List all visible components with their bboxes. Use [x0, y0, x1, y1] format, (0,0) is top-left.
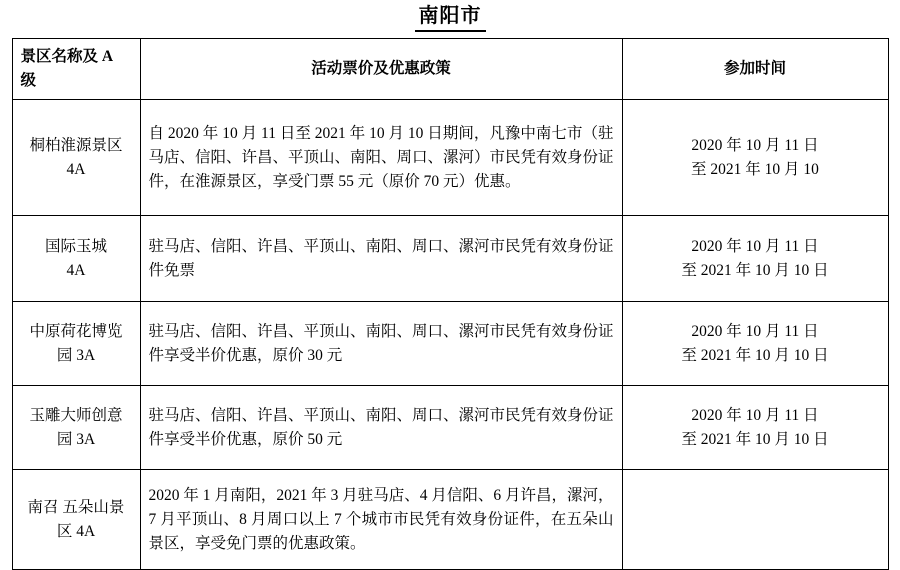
cell-policy: 2020 年 1 月南阳，2021 年 3 月驻马店、4 月信阳、6 月许昌，漯河，7 月平顶山、8 月周口以上 7 个城市市民凭有效身份证件，在五朵山景区，享受免门票的优惠政策。: [140, 470, 622, 570]
cell-scenic-name: [12, 302, 140, 386]
cell-time: [622, 100, 888, 216]
scenic-name-line2: 园 3A: [56, 346, 96, 364]
cell-scenic-name: [12, 470, 140, 570]
table-header-row: [12, 39, 888, 100]
time-line2: 至 2021 年 10 月 10 日: [681, 261, 829, 279]
scenic-name-line2: 区 4A: [56, 522, 96, 540]
page-title-text: 南阳市: [415, 3, 486, 32]
time-line1: 2020 年 10 月 11 日: [691, 136, 819, 154]
cell-scenic-name: [12, 100, 140, 216]
page-title: [0, 0, 900, 38]
scenic-name-line1: 国际玉城: [44, 237, 107, 255]
cell-scenic-name: [12, 216, 140, 302]
time-line2: 至 2021 年 10 月 10 日: [681, 430, 829, 448]
scenic-area-policy-table: [12, 38, 889, 570]
scenic-name-line2: 4A: [66, 160, 86, 178]
time-line1: 2020 年 10 月 11 日: [691, 237, 819, 255]
cell-policy: 驻马店、信阳、许昌、平顶山、南阳、周口、漯河市民凭有效身份证件享受半价优惠，原价 30 元: [140, 302, 622, 386]
scenic-name-line1: 桐柏淮源景区: [29, 136, 123, 154]
table-row: [12, 302, 888, 386]
table-row: [12, 470, 888, 570]
column-header-time: 参加时间: [622, 39, 888, 100]
cell-time: [622, 302, 888, 386]
time-line2: 至 2021 年 10 月 10: [691, 160, 819, 178]
cell-time: [622, 470, 888, 570]
table-body: [12, 100, 888, 570]
scenic-name-line2: 园 3A: [56, 430, 96, 448]
cell-time: [622, 216, 888, 302]
cell-time: [622, 386, 888, 470]
scenic-name-line1: 中原荷花博览: [29, 322, 123, 340]
table-row: [12, 216, 888, 302]
column-header-policy: 活动票价及优惠政策: [140, 39, 622, 100]
cell-policy: 驻马店、信阳、许昌、平顶山、南阳、周口、漯河市民凭有效身份证件免票: [140, 216, 622, 302]
scenic-name-line1: 玉雕大师创意: [29, 406, 123, 424]
time-line2: 至 2021 年 10 月 10 日: [681, 346, 829, 364]
table-row: [12, 386, 888, 470]
time-line1: 2020 年 10 月 11 日: [691, 406, 819, 424]
cell-policy: 自 2020 年 10 月 11 日至 2021 年 10 月 10 日期间，凡豫中南七市（驻马店、信阳、许昌、平顶山、南阳、周口、漯河）市民凭有效身份证件，在淮源景区，享受门票 55 元（原价 70 元）优惠。: [140, 100, 622, 216]
table-header: [12, 39, 888, 100]
cell-policy: 驻马店、信阳、许昌、平顶山、南阳、周口、漯河市民凭有效身份证件享受半价优惠，原价 50 元: [140, 386, 622, 470]
column-header-name: 景区名称及 A 级: [12, 39, 140, 100]
scenic-name-line1: 南召 五朵山景: [27, 498, 125, 516]
table-row: [12, 100, 888, 216]
scenic-name-line2: 4A: [66, 261, 86, 279]
time-line1: 2020 年 10 月 11 日: [691, 322, 819, 340]
cell-scenic-name: [12, 386, 140, 470]
